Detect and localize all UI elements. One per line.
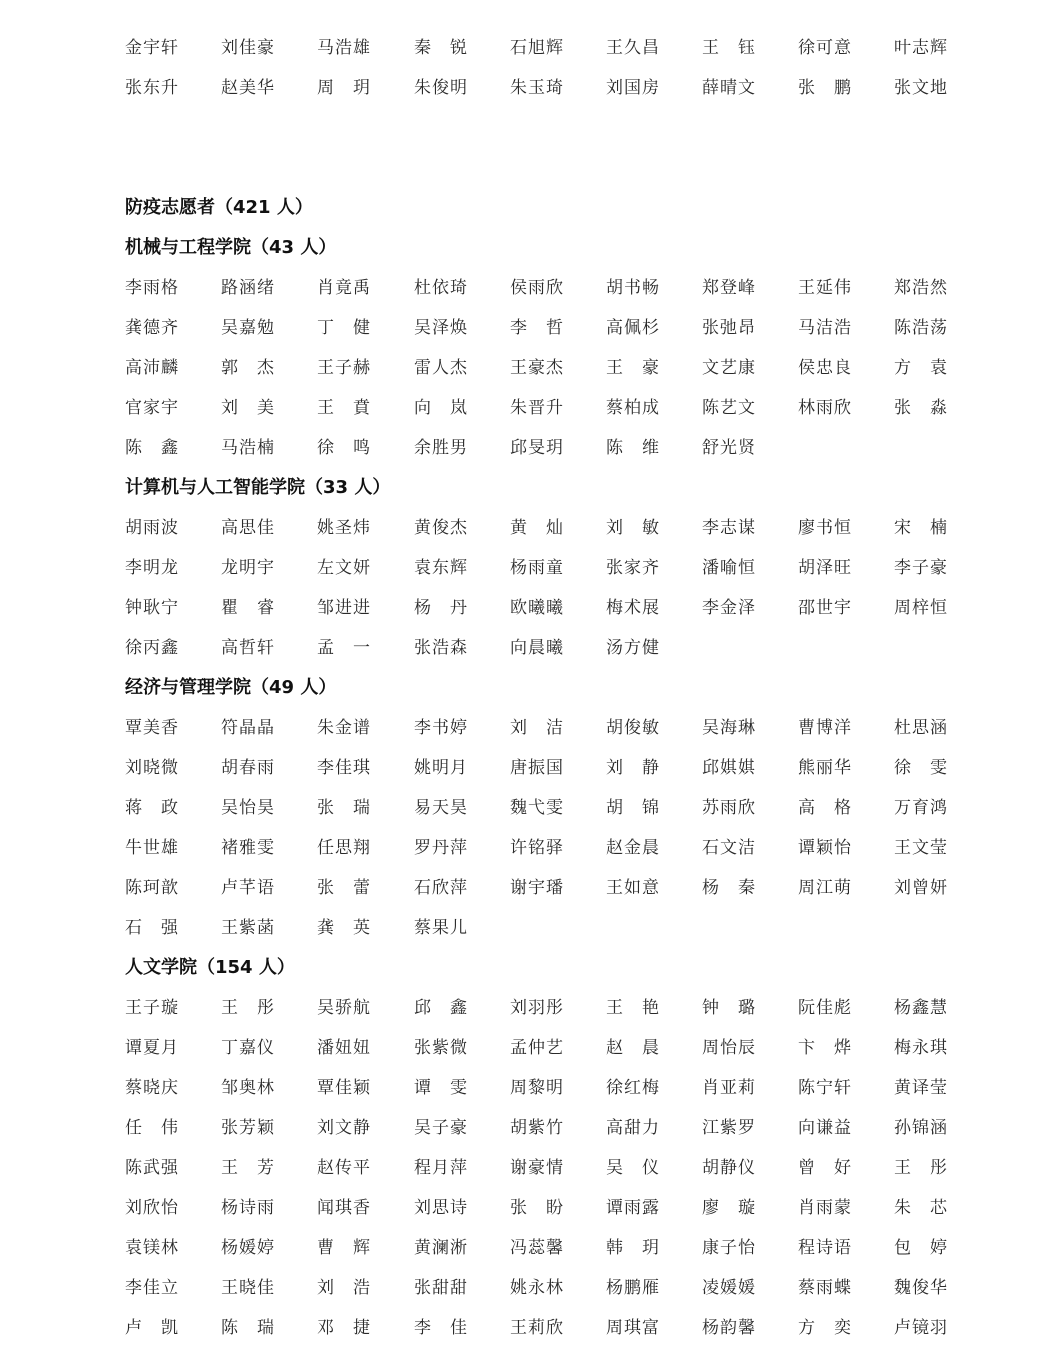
name-cell: 吴子豪	[414, 1118, 468, 1138]
name-cell: 赵金晨	[606, 838, 660, 858]
name-cell: 高佩杉	[606, 318, 660, 338]
name-cell: 周江萌	[798, 878, 852, 898]
name-cell: 徐可意	[798, 38, 852, 58]
name-cell: 张文地	[894, 78, 948, 98]
name-cell: 石旭辉	[510, 38, 564, 58]
name-cell: 文艺康	[702, 358, 756, 378]
name-cell: 陈 鑫	[125, 438, 179, 458]
name-cell: 卢镜羽	[894, 1318, 948, 1338]
name-cell: 卢芊语	[221, 878, 275, 898]
name-cell: 欧曦曦	[510, 598, 564, 618]
name-cell: 王紫菡	[221, 918, 275, 938]
name-cell: 马浩雄	[317, 38, 371, 58]
name-cell: 张 盼	[510, 1198, 564, 1218]
name-cell: 陈 维	[606, 438, 660, 458]
name-cell: 刘国房	[606, 78, 660, 98]
name-cell: 杨 秦	[702, 878, 756, 898]
name-cell: 丁 健	[317, 318, 371, 338]
name-cell: 官家宇	[125, 398, 179, 418]
name-cell: 王 彤	[221, 998, 275, 1018]
name-cell: 石 强	[125, 918, 179, 938]
name-cell: 唐振国	[510, 758, 564, 778]
name-row	[125, 1116, 1025, 1156]
name-cell: 胡 锦	[606, 798, 660, 818]
name-cell: 秦 锐	[414, 38, 468, 58]
name-cell: 张东升	[125, 78, 179, 98]
name-row	[125, 396, 1025, 436]
name-cell: 高沛麟	[125, 358, 179, 378]
name-cell: 郑登峰	[702, 278, 756, 298]
section-title: 经济与管理学院（49 人）	[125, 677, 337, 698]
name-cell: 袁东辉	[414, 558, 468, 578]
name-cell: 叶志辉	[894, 38, 948, 58]
name-cell: 刘文静	[317, 1118, 371, 1138]
name-cell: 胡春雨	[221, 758, 275, 778]
name-cell: 宋 楠	[894, 518, 948, 538]
name-cell: 谢豪情	[510, 1158, 564, 1178]
name-cell: 张浩森	[414, 638, 468, 658]
name-cell: 钟 璐	[702, 998, 756, 1018]
name-cell: 石文洁	[702, 838, 756, 858]
name-cell: 刘 敏	[606, 518, 660, 538]
name-cell: 吴 仪	[606, 1158, 660, 1178]
name-cell: 刘佳豪	[221, 38, 275, 58]
name-cell: 王久昌	[606, 38, 660, 58]
name-cell: 符晶晶	[221, 718, 275, 738]
name-cell: 蔡柏成	[606, 398, 660, 418]
name-row	[125, 1316, 1025, 1356]
name-cell: 王 彤	[894, 1158, 948, 1178]
name-cell: 蔡晓庆	[125, 1078, 179, 1098]
name-cell: 陈 瑞	[221, 1318, 275, 1338]
name-cell: 肖竟禹	[317, 278, 371, 298]
name-cell: 谭 雯	[414, 1078, 468, 1098]
name-cell: 廖 璇	[702, 1198, 756, 1218]
name-cell: 张 蕾	[317, 878, 371, 898]
name-cell: 刘 浩	[317, 1278, 371, 1298]
name-row	[125, 876, 1025, 916]
name-cell: 王如意	[606, 878, 660, 898]
name-cell: 胡紫竹	[510, 1118, 564, 1138]
name-cell: 陈珂歆	[125, 878, 179, 898]
name-cell: 曹 辉	[317, 1238, 371, 1258]
name-cell: 黄俊杰	[414, 518, 468, 538]
name-row	[125, 1036, 1025, 1076]
name-cell: 李子豪	[894, 558, 948, 578]
name-row	[125, 556, 1025, 596]
name-cell: 李明龙	[125, 558, 179, 578]
name-cell: 熊丽华	[798, 758, 852, 778]
name-cell: 肖雨蒙	[798, 1198, 852, 1218]
name-cell: 邓 捷	[317, 1318, 371, 1338]
name-cell: 朱玉琦	[510, 78, 564, 98]
name-cell: 凌媛媛	[702, 1278, 756, 1298]
section-title: 计算机与人工智能学院（33 人）	[125, 477, 391, 498]
name-row	[125, 76, 1025, 116]
name-cell: 左文妍	[317, 558, 371, 578]
name-cell: 周梓恒	[894, 598, 948, 618]
name-row	[125, 996, 1025, 1036]
name-cell: 李雨格	[125, 278, 179, 298]
name-cell: 牛世雄	[125, 838, 179, 858]
name-cell: 谭颖怡	[798, 838, 852, 858]
name-cell: 姚圣炜	[317, 518, 371, 538]
name-row	[125, 276, 1025, 316]
name-cell: 方 袁	[894, 358, 948, 378]
name-cell: 袁镁林	[125, 1238, 179, 1258]
name-cell: 王 賁	[317, 398, 371, 418]
name-cell: 雷人杰	[414, 358, 468, 378]
name-cell: 杨 丹	[414, 598, 468, 618]
name-cell: 林雨欣	[798, 398, 852, 418]
name-cell: 侯忠良	[798, 358, 852, 378]
name-cell: 程诗语	[798, 1238, 852, 1258]
name-cell: 路涵绪	[221, 278, 275, 298]
name-cell: 石欣萍	[414, 878, 468, 898]
name-cell: 陈武强	[125, 1158, 179, 1178]
name-cell: 黄澜淅	[414, 1238, 468, 1258]
name-cell: 罗丹萍	[414, 838, 468, 858]
name-cell: 任思翔	[317, 838, 371, 858]
name-cell: 廖书恒	[798, 518, 852, 538]
name-cell: 杨诗雨	[221, 1198, 275, 1218]
name-cell: 肖亚莉	[702, 1078, 756, 1098]
name-cell: 向晨曦	[510, 638, 564, 658]
name-cell: 江紫罗	[702, 1118, 756, 1138]
name-row	[125, 1156, 1025, 1196]
name-cell: 卞 烨	[798, 1038, 852, 1058]
name-cell: 任 伟	[125, 1118, 179, 1138]
name-cell: 高 格	[798, 798, 852, 818]
name-cell: 易天昊	[414, 798, 468, 818]
name-cell: 万育鸿	[894, 798, 948, 818]
name-cell: 杨韵馨	[702, 1318, 756, 1338]
name-cell: 孙锦涵	[894, 1118, 948, 1138]
name-cell: 刘 静	[606, 758, 660, 778]
name-cell: 金宇轩	[125, 38, 179, 58]
name-cell: 余胜男	[414, 438, 468, 458]
name-row	[125, 756, 1025, 796]
name-cell: 蒋 政	[125, 798, 179, 818]
name-cell: 郑浩然	[894, 278, 948, 298]
name-cell: 李书婷	[414, 718, 468, 738]
name-cell: 郭 杰	[221, 358, 275, 378]
name-cell: 张芳颖	[221, 1118, 275, 1138]
name-cell: 刘 美	[221, 398, 275, 418]
name-cell: 胡雨波	[125, 518, 179, 538]
name-cell: 杨媛婷	[221, 1238, 275, 1258]
name-row	[125, 316, 1025, 356]
name-cell: 王文莹	[894, 838, 948, 858]
name-cell: 褚雅雯	[221, 838, 275, 858]
name-cell: 王子璇	[125, 998, 179, 1018]
name-cell: 李佳立	[125, 1278, 179, 1298]
name-cell: 瞿 睿	[221, 598, 275, 618]
name-cell: 阮佳彪	[798, 998, 852, 1018]
name-cell: 邱旻玥	[510, 438, 564, 458]
name-cell: 王晓佳	[221, 1278, 275, 1298]
section-name-list	[125, 996, 1025, 1356]
name-cell: 朱俊明	[414, 78, 468, 98]
name-cell: 高哲轩	[221, 638, 275, 658]
name-cell: 曹博洋	[798, 718, 852, 738]
name-cell: 朱金谱	[317, 718, 371, 738]
name-row	[125, 636, 1025, 676]
name-cell: 蔡果儿	[414, 918, 468, 938]
top-name-list	[125, 36, 1025, 116]
name-cell: 刘欣怡	[125, 1198, 179, 1218]
name-cell: 覃佳颖	[317, 1078, 371, 1098]
name-cell: 高思佳	[221, 518, 275, 538]
name-cell: 王莉欣	[510, 1318, 564, 1338]
name-cell: 高甜力	[606, 1118, 660, 1138]
name-cell: 周怡辰	[702, 1038, 756, 1058]
name-cell: 周 玥	[317, 78, 371, 98]
section-name-list	[125, 516, 1025, 676]
name-cell: 徐丙鑫	[125, 638, 179, 658]
name-cell: 李志谋	[702, 518, 756, 538]
name-cell: 李 哲	[510, 318, 564, 338]
name-cell: 王 钰	[702, 38, 756, 58]
name-cell: 张甜甜	[414, 1278, 468, 1298]
section-title: 机械与工程学院（43 人）	[125, 237, 337, 258]
name-cell: 孟仲艺	[510, 1038, 564, 1058]
name-cell: 朱 芯	[894, 1198, 948, 1218]
name-cell: 龚德齐	[125, 318, 179, 338]
name-cell: 张家齐	[606, 558, 660, 578]
name-cell: 向 岚	[414, 398, 468, 418]
name-cell: 赵传平	[317, 1158, 371, 1178]
name-cell: 陈浩荡	[894, 318, 948, 338]
name-cell: 李金泽	[702, 598, 756, 618]
name-cell: 陈艺文	[702, 398, 756, 418]
name-cell: 刘羽彤	[510, 998, 564, 1018]
name-cell: 刘晓微	[125, 758, 179, 778]
name-cell: 李佳琪	[317, 758, 371, 778]
name-cell: 梅术展	[606, 598, 660, 618]
name-row	[125, 796, 1025, 836]
name-cell: 姚明月	[414, 758, 468, 778]
name-cell: 张 淼	[894, 398, 948, 418]
name-cell: 王 芳	[221, 1158, 275, 1178]
name-cell: 黄 灿	[510, 518, 564, 538]
name-cell: 杜思涵	[894, 718, 948, 738]
name-cell: 赵美华	[221, 78, 275, 98]
name-cell: 胡俊敏	[606, 718, 660, 738]
name-cell: 王豪杰	[510, 358, 564, 378]
name-cell: 潘妞妞	[317, 1038, 371, 1058]
name-cell: 吴骄航	[317, 998, 371, 1018]
name-cell: 马浩楠	[221, 438, 275, 458]
name-cell: 张 瑞	[317, 798, 371, 818]
name-cell: 龚 英	[317, 918, 371, 938]
name-cell: 胡静仪	[702, 1158, 756, 1178]
name-cell: 刘 洁	[510, 718, 564, 738]
name-row	[125, 516, 1025, 556]
name-cell: 谭夏月	[125, 1038, 179, 1058]
section-title: 人文学院（154 人）	[125, 957, 295, 978]
name-cell: 邱 鑫	[414, 998, 468, 1018]
name-cell: 张紫微	[414, 1038, 468, 1058]
name-cell: 杨鑫慧	[894, 998, 948, 1018]
name-row	[125, 1276, 1025, 1316]
name-cell: 杨鹏雁	[606, 1278, 660, 1298]
name-cell: 王子赫	[317, 358, 371, 378]
name-cell: 黄译莹	[894, 1078, 948, 1098]
name-cell: 方 奕	[798, 1318, 852, 1338]
name-row	[125, 596, 1025, 636]
name-row	[125, 356, 1025, 396]
section-name-list	[125, 716, 1025, 956]
name-cell: 许铭驿	[510, 838, 564, 858]
name-cell: 薛晴文	[702, 78, 756, 98]
name-cell: 卢 凯	[125, 1318, 179, 1338]
name-cell: 吴泽焕	[414, 318, 468, 338]
name-cell: 周琪富	[606, 1318, 660, 1338]
name-cell: 邹奥林	[221, 1078, 275, 1098]
name-cell: 王 艳	[606, 998, 660, 1018]
name-cell: 康子怡	[702, 1238, 756, 1258]
name-row	[125, 36, 1025, 76]
name-cell: 魏弋雯	[510, 798, 564, 818]
name-cell: 苏雨欣	[702, 798, 756, 818]
name-cell: 赵 晨	[606, 1038, 660, 1058]
name-cell: 王 豪	[606, 358, 660, 378]
name-cell: 吴海琳	[702, 718, 756, 738]
name-cell: 杨雨童	[510, 558, 564, 578]
name-row	[125, 1076, 1025, 1116]
name-cell: 张弛昂	[702, 318, 756, 338]
name-cell: 覃美香	[125, 718, 179, 738]
name-cell: 徐红梅	[606, 1078, 660, 1098]
name-cell: 梅永琪	[894, 1038, 948, 1058]
name-cell: 徐 雯	[894, 758, 948, 778]
name-row	[125, 916, 1025, 956]
name-cell: 舒光贤	[702, 438, 756, 458]
name-cell: 程月萍	[414, 1158, 468, 1178]
name-cell: 胡泽旺	[798, 558, 852, 578]
name-cell: 韩 玥	[606, 1238, 660, 1258]
name-cell: 刘曾妍	[894, 878, 948, 898]
name-cell: 朱晋升	[510, 398, 564, 418]
name-cell: 汤方健	[606, 638, 660, 658]
name-cell: 胡书畅	[606, 278, 660, 298]
name-cell: 侯雨欣	[510, 278, 564, 298]
name-cell: 邱娸娸	[702, 758, 756, 778]
name-row	[125, 836, 1025, 876]
name-cell: 丁嘉仪	[221, 1038, 275, 1058]
name-cell: 马洁浩	[798, 318, 852, 338]
name-cell: 魏俊华	[894, 1278, 948, 1298]
name-row	[125, 716, 1025, 756]
name-cell: 钟耿宁	[125, 598, 179, 618]
name-cell: 姚永林	[510, 1278, 564, 1298]
name-cell: 冯蕊馨	[510, 1238, 564, 1258]
name-cell: 包 婷	[894, 1238, 948, 1258]
name-cell: 张 鹏	[798, 78, 852, 98]
name-cell: 谢宇璠	[510, 878, 564, 898]
name-cell: 谭雨露	[606, 1198, 660, 1218]
section-name-list	[125, 276, 1025, 476]
name-cell: 吴嘉勉	[221, 318, 275, 338]
name-row	[125, 436, 1025, 476]
main-heading: 防疫志愿者（421 人）	[125, 197, 313, 218]
name-cell: 潘喻恒	[702, 558, 756, 578]
name-cell: 孟 一	[317, 638, 371, 658]
name-cell: 刘思诗	[414, 1198, 468, 1218]
name-cell: 邵世宇	[798, 598, 852, 618]
name-cell: 龙明宇	[221, 558, 275, 578]
name-cell: 陈宁轩	[798, 1078, 852, 1098]
name-row	[125, 1236, 1025, 1276]
name-cell: 周黎明	[510, 1078, 564, 1098]
name-cell: 闻琪香	[317, 1198, 371, 1218]
name-cell: 吴怡昊	[221, 798, 275, 818]
name-cell: 邹进进	[317, 598, 371, 618]
name-cell: 王延伟	[798, 278, 852, 298]
name-cell: 徐 鸣	[317, 438, 371, 458]
name-cell: 李 佳	[414, 1318, 468, 1338]
name-row	[125, 1196, 1025, 1236]
name-cell: 曾 好	[798, 1158, 852, 1178]
name-cell: 杜依琦	[414, 278, 468, 298]
name-cell: 向谦益	[798, 1118, 852, 1138]
name-cell: 蔡雨蝶	[798, 1278, 852, 1298]
